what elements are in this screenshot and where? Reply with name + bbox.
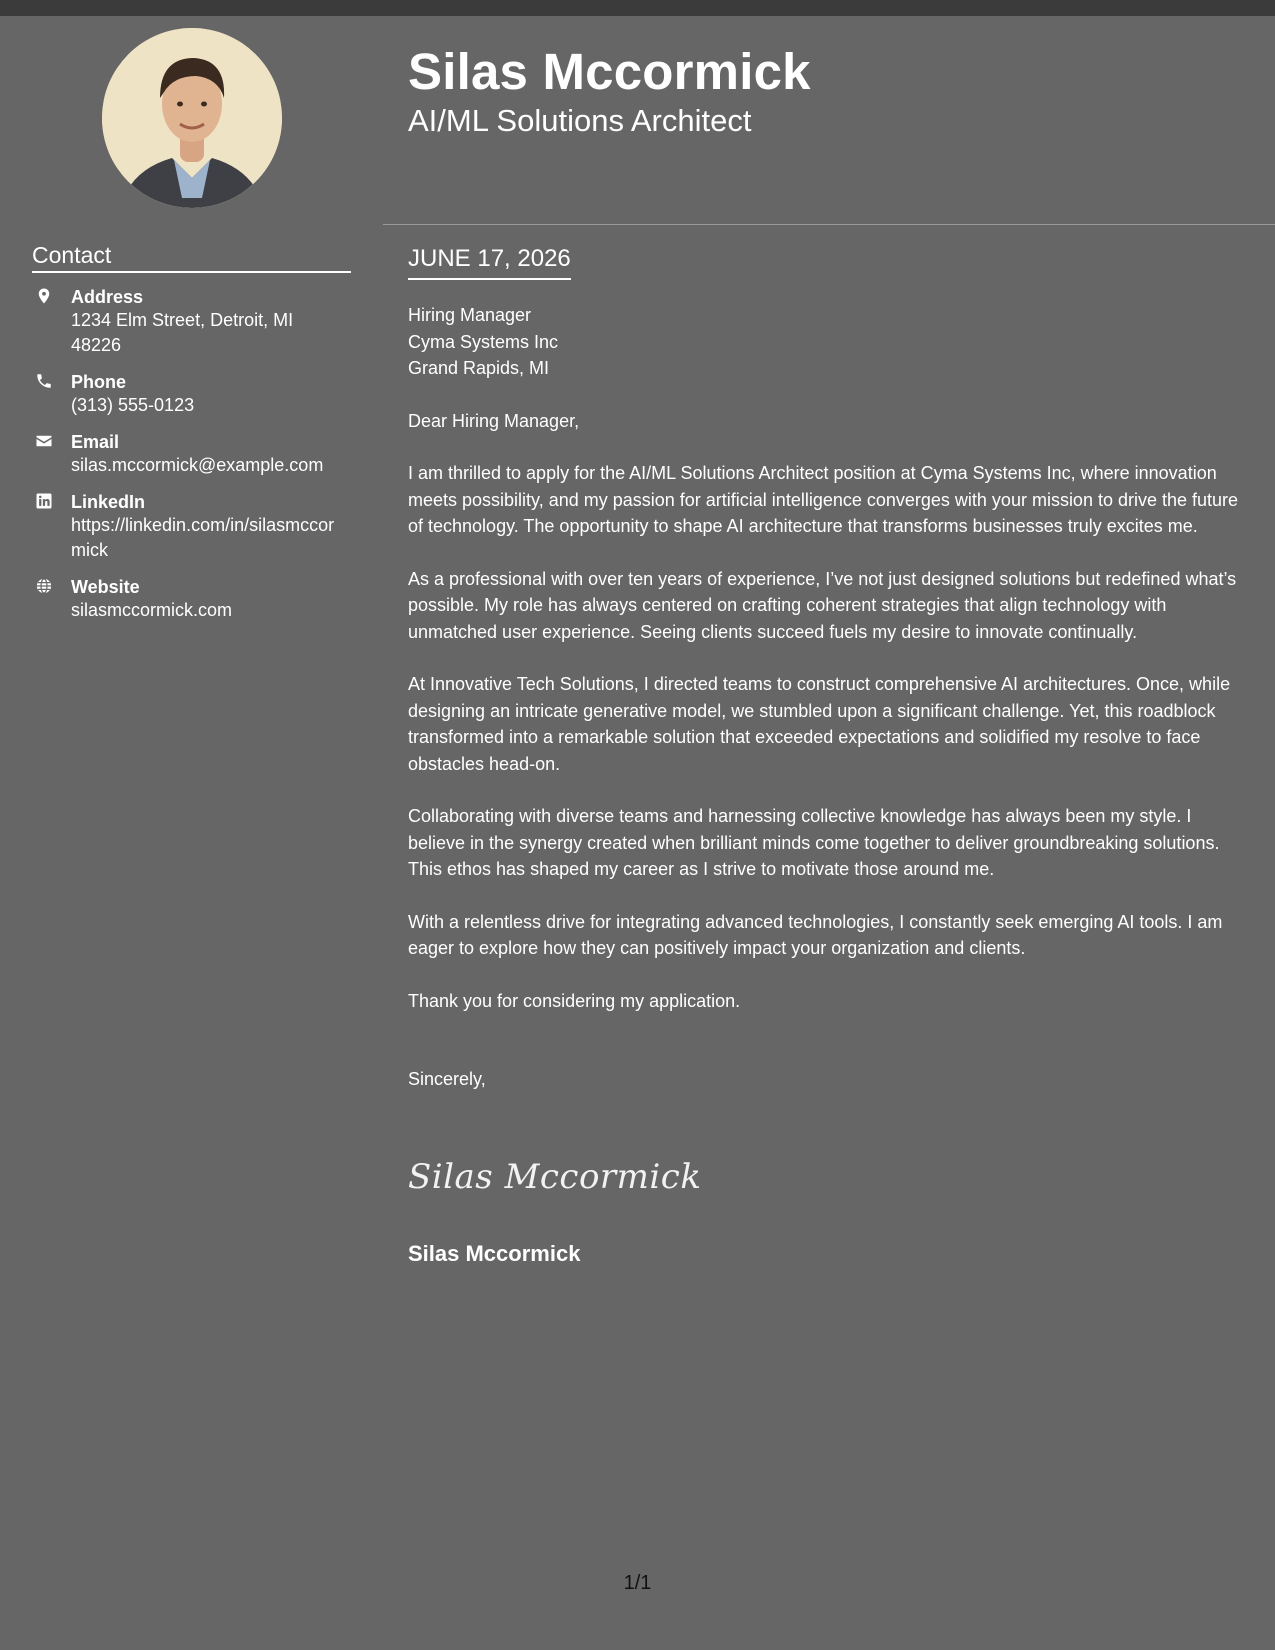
greeting: Dear Hiring Manager, [408,410,580,431]
recipient-line: Cyma Systems Inc [408,331,559,352]
recipient-block [408,302,1253,382]
applicant-name: Silas Mccormick [408,43,811,100]
linkedin-value[interactable]: https://linkedin.com/in/silasmccormick [71,515,335,560]
envelope-icon [35,432,53,450]
top-bar [0,0,1275,16]
contact-heading: Contact [32,240,351,273]
contact-address [32,286,352,358]
contact-linkedin [32,491,352,563]
body-paragraph: I am thrilled to apply for the AI/ML Solutions Architect position at Cyma Systems Inc, where innovation meets possibility, and my passion for artificial intelligence converges with your mission to drive the future of technology. The opportunity to shape AI architecture that transforms businesses truly excites me. [408,463,1239,536]
email-value[interactable]: silas.mccormick@example.com [71,455,324,475]
profile-photo [102,28,282,208]
header-divider [383,224,1275,225]
contact-phone [32,371,352,418]
contact-list [32,286,352,636]
body-paragraph: With a relentless drive for integrating advanced technologies, I constantly seek emerging AI tools. I am eager to explore how they can positively impact your organization and clients. [408,911,1223,958]
contact-email [32,431,352,478]
body-paragraph: As a professional with over ten years of experience, I’ve not just designed solutions but redefined what’s possible. My role has always centered on crafting coherent strategies that align technology with unmatched user experience. Seeing clients succeed fuels my desire to innovate continually. [408,568,1237,642]
address-label: Address [71,287,144,307]
globe-icon [35,577,53,595]
contact-website [32,576,352,623]
letter-body [408,302,1253,1119]
email-label: Email [71,432,120,452]
person-portrait-icon [102,28,282,208]
signature: Silas Mccormick [408,1157,702,1197]
phone-icon [35,372,53,390]
body-paragraph: Collaborating with diverse teams and harnessing collective knowledge has always been my style. I believe in the synergy created when brilliant minds come together to deliver groundbreaking solutions. This ethos has shaped my career as I strive to motivate those around me. [408,806,1220,879]
body-paragraph: Thank you for considering my application. [408,990,741,1011]
address-value: 1234 Elm Street, Detroit, MI 48226 [71,310,294,355]
recipient-line: Hiring Manager [408,305,532,325]
signer-name: Silas Mccormick [408,1241,581,1266]
linkedin-label: LinkedIn [71,492,146,512]
phone-label: Phone [71,372,127,392]
letter-date: JUNE 17, 2026 [408,244,571,280]
website-value[interactable]: silasmccormick.com [71,600,233,620]
linkedin-icon [35,492,53,510]
map-pin-icon [35,287,53,305]
body-paragraph: At Innovative Tech Solutions, I directed teams to construct comprehensive AI architectures. Once, while designing an intricate generative model, we stumbled upon a significant challenge. Yet, this roadblock transformed into a remarkable solution that exceeded expectations and solidified my resolve to face obstacles head-on. [408,674,1231,774]
closing: Sincerely, [408,1069,486,1089]
recipient-line: Grand Rapids, MI [408,358,550,378]
page-number: 1/1 [623,1572,652,1594]
website-label: Website [71,577,140,597]
phone-value: (313) 555-0123 [71,395,195,415]
job-title: AI/ML Solutions Architect [408,103,752,138]
